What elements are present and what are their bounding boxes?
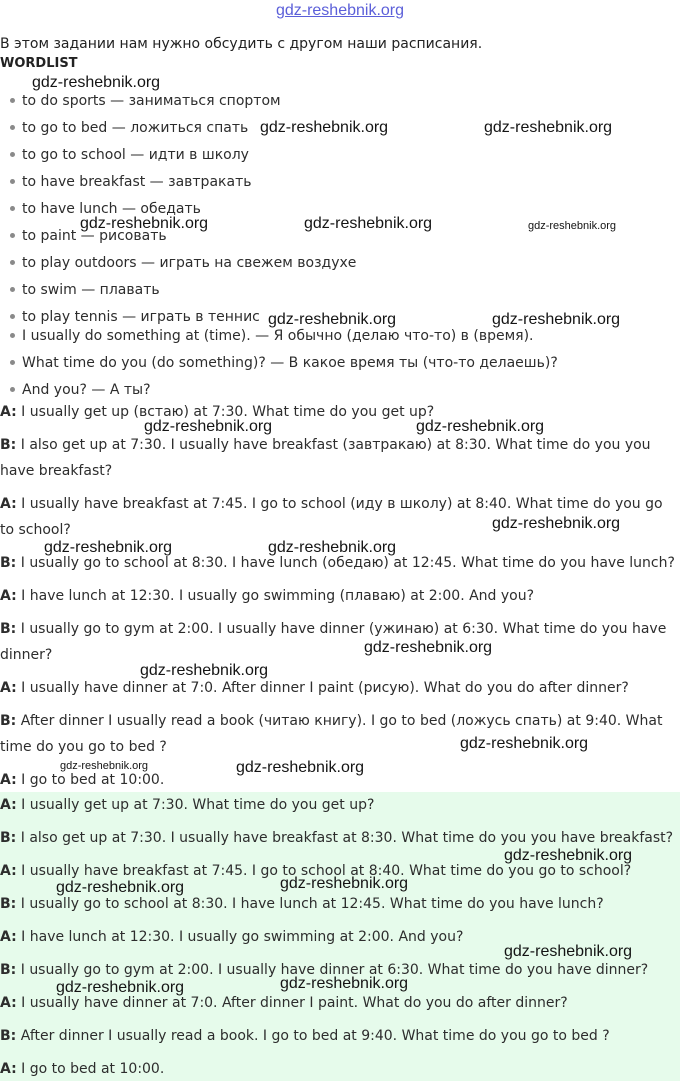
dialog-line: B: After dinner I usually read a book. I go to bed at 9:40. What time do you go to bed ? (0, 1028, 610, 1044)
dialog-line: A: I have lunch at 12:30. I usually go swimming (плаваю) at 2:00. And you? (0, 588, 535, 604)
watermark: gdz-reshebnik.org (32, 74, 161, 91)
dialog-line: A: I usually have breakfast at 7:45. I go to school (иду в школу) at 8:40. What time do you go to school? (0, 496, 663, 538)
watermark: gdz-reshebnik.org (504, 943, 633, 960)
wordlist-item: to do sports — заниматься спортом (10, 88, 281, 114)
dialog-line: A: I have lunch at 12:30. I usually go swimming at 2:00. And you? (0, 929, 464, 945)
watermark: gdz-reshebnik.org (492, 515, 621, 532)
watermark: gdz-reshebnik.org (260, 119, 389, 136)
wordlist-item: to have breakfast — завтракать (10, 169, 251, 195)
bullet-icon (10, 125, 15, 130)
wordlist-item: I usually do something at (time). — Я обычно (делаю что-то) в (время). (10, 323, 534, 349)
wordlist-item: to paint — рисовать (10, 223, 167, 249)
dialog-line: A: I usually get up at 7:30. What time do you get up? (0, 797, 375, 813)
dialog-line: A: I usually have dinner at 7:0. After dinner I paint (рисую). What do you do after dinner? (0, 680, 629, 696)
watermark: gdz-reshebnik.org (80, 215, 209, 232)
bullet-icon (10, 360, 15, 365)
dialog-line: A: I go to bed at 10:00. (0, 772, 165, 788)
watermark: gdz-reshebnik.org (56, 879, 185, 896)
bullet-icon (10, 314, 15, 319)
dialog-line: A: I go to bed at 10:00. (0, 1061, 165, 1077)
watermark: gdz-reshebnik.org (280, 875, 409, 892)
watermark: gdz-reshebnik.org (56, 979, 185, 996)
dialog-line: B: I usually go to school at 8:30. I have lunch (обедаю) at 12:45. What time do you have lunch? (0, 555, 675, 571)
bullet-icon (10, 287, 15, 292)
dialog-line: A: I usually have breakfast at 7:45. I go to school at 8:40. What time do you go to school? (0, 863, 632, 879)
bullet-icon (10, 206, 15, 211)
wordlist-heading: WORDLIST (0, 56, 78, 71)
watermark: gdz-reshebnik.org (236, 759, 365, 776)
wordlist-item: And you? — А ты? (10, 377, 151, 403)
bullet-icon (10, 333, 15, 338)
watermark: gdz-reshebnik.org (504, 847, 633, 864)
wordlist-item: to go to bed — ложиться спать (10, 115, 248, 141)
watermark: gdz-reshebnik.org (484, 119, 613, 136)
dialog-line: B: I usually go to gym at 2:00. I usually have dinner at 6:30. What time do you have dinner? (0, 962, 649, 978)
watermark: gdz-reshebnik.org (304, 215, 433, 232)
watermark: gdz-reshebnik.org (44, 539, 173, 556)
bullet-icon (10, 387, 15, 392)
dialog-line: A: I usually get up (встаю) at 7:30. What time do you get up? (0, 404, 435, 420)
site-link[interactable]: gdz-reshebnik.org (275, 2, 405, 19)
bullet-icon (10, 179, 15, 184)
watermark: gdz-reshebnik.org (460, 735, 589, 752)
bullet-icon (10, 233, 15, 238)
dialog-line: B: I usually go to school at 8:30. I have lunch at 12:45. What time do you have lunch? (0, 896, 604, 912)
wordlist-item: to play tennis — играть в теннис (10, 304, 260, 330)
wordlist-item: to go to school — идти в школу (10, 142, 249, 168)
bullet-icon (10, 152, 15, 157)
watermark: gdz-reshebnik.org (268, 539, 397, 556)
dialog-line: A: I usually have dinner at 7:0. After dinner I paint. What do you do after dinner? (0, 995, 568, 1011)
dialog-line: B: I also get up at 7:30. I usually have breakfast (завтракаю) at 8:30. What time do you you have breakfast? (0, 437, 651, 479)
watermark: gdz-reshebnik.org (144, 418, 273, 435)
intro-text: В этом задании нам нужно обсудить с другом наши расписания. (0, 36, 483, 52)
watermark: gdz-reshebnik.org (492, 311, 621, 328)
watermark: gdz-reshebnik.org (416, 418, 545, 435)
wordlist-item: What time do you (do something)? — В какое время ты (что-то делаешь)? (10, 350, 558, 376)
watermark: gdz-reshebnik.org (528, 220, 617, 232)
bullet-icon (10, 98, 15, 103)
watermark: gdz-reshebnik.org (364, 639, 493, 656)
dialog-line: B: After dinner I usually read a book (читаю книгу). I go to bed (ложусь спать) at 9:40. What time do you go to bed ? (0, 713, 663, 755)
wordlist-item: to swim — плавать (10, 277, 160, 303)
watermark: gdz-reshebnik.org (60, 760, 149, 772)
dialog-line: B: I also get up at 7:30. I usually have breakfast at 8:30. What time do you you have breakfast? (0, 830, 674, 846)
wordlist-item: to play outdoors — играть на свежем воздухе (10, 250, 356, 276)
bullet-icon (10, 260, 15, 265)
watermark: gdz-reshebnik.org (280, 975, 409, 992)
watermark: gdz-reshebnik.org (140, 662, 269, 679)
wordlist-item: to have lunch — обедать (10, 196, 201, 222)
watermark: gdz-reshebnik.org (268, 311, 397, 328)
dialog-line: B: I usually go to gym at 2:00. I usually have dinner (ужинаю) at 6:30. What time do you have dinner? (0, 621, 667, 663)
